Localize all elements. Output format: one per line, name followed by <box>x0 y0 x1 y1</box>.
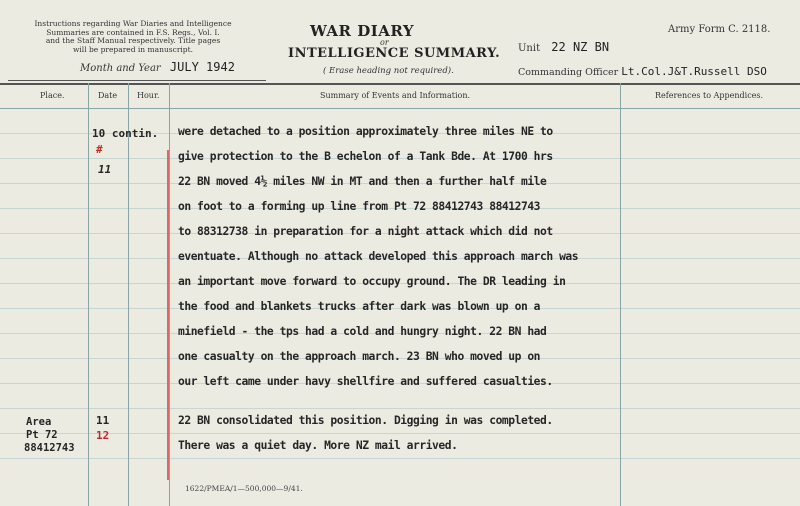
month-year-field <box>80 60 235 74</box>
summary-line: to 88312738 in preparation for a night attack which did not <box>178 225 553 238</box>
page-title: WAR DIARY <box>310 22 415 40</box>
red-margin-line <box>167 150 169 480</box>
column-divider <box>128 83 129 506</box>
instructions-line: will be prepared in manuscript. <box>72 44 194 54</box>
instructions-line: and the Staff Manual respectively. Title pages <box>45 36 221 45</box>
column-header-summary: Summary of Events and Information. <box>320 91 471 100</box>
column-header-references: References to Appendices. <box>655 91 764 100</box>
summary-line: the food and blankets trucks after dark was blown up on a <box>178 300 541 313</box>
entry-date: 11 <box>96 414 110 427</box>
header-divider <box>8 80 266 81</box>
instructions-line: Instructions regarding War Diaries and Intelligence <box>34 19 232 28</box>
place-line: Area <box>26 416 52 428</box>
ruled-line <box>0 458 800 459</box>
summary-line: an important move forward to occupy ground. The DR leading in <box>178 275 566 288</box>
ruled-line <box>0 408 800 409</box>
instructions-note <box>8 20 258 54</box>
summary-line: our left came under havy shellfire and suffered casualties. <box>178 375 553 388</box>
summary-line: eventuate. Although no attack developed this approach march was <box>178 250 579 263</box>
month-year-value: JULY 1942 <box>169 60 235 74</box>
summary-line: minefield - the tps had a cold and hungry night. 22 BN had <box>178 325 547 338</box>
place-line: 88412743 <box>24 442 75 454</box>
column-header-place: Place. <box>40 91 65 100</box>
ruled-line <box>0 433 800 434</box>
column-divider <box>88 83 89 506</box>
instructions-line: Summaries are contained in F.S. Regs., Vol. I. <box>46 27 220 37</box>
month-year-label: Month and Year <box>80 63 161 74</box>
erase-note: ( Erase heading not required). <box>323 66 454 76</box>
title-or: or <box>380 38 389 47</box>
entry-date: 10 contin. <box>92 127 159 140</box>
army-form-label: Army Form C. 2118. <box>668 24 771 35</box>
commanding-officer-value: Lt.Col.J&T.Russell DSO <box>621 65 767 78</box>
unit-field <box>518 40 609 54</box>
column-divider <box>620 83 621 506</box>
commanding-officer-label: Commanding Officer <box>518 67 619 78</box>
summary-line: 22 BN moved 4½ miles NW in MT and then a further half mile <box>178 175 547 188</box>
entry-date-mark: 11 <box>98 163 112 176</box>
summary-line: 22 BN consolidated this position. Digging in was completed. <box>178 414 553 427</box>
summary-line: give protection to the B echelon of a Tank Bde. At 1700 hrs <box>178 150 553 163</box>
column-header-hour: Hour. <box>137 91 160 100</box>
table-top-rule <box>0 83 800 85</box>
summary-line: on foot to a forming up line from Pt 72 88412743 88412743 <box>178 200 541 213</box>
summary-line: were detached to a position approximately three miles NE to <box>178 125 553 138</box>
entry-date-mark: # <box>96 143 103 156</box>
page-subtitle: INTELLIGENCE SUMMARY. <box>288 46 501 61</box>
column-header-date: Date <box>98 91 118 100</box>
entry-date: 12 <box>96 429 110 442</box>
column-divider <box>169 83 170 506</box>
commanding-officer-field <box>518 65 767 78</box>
summary-line: There was a quiet day. More NZ mail arrived. <box>178 439 458 452</box>
form-print-code: 1622/PMEA/1—500,000—9/41. <box>185 484 303 493</box>
summary-line: one casualty on the approach march. 23 BN who moved up on <box>178 350 541 363</box>
column-header-rule <box>0 108 800 109</box>
unit-value: 22 NZ BN <box>551 40 610 54</box>
unit-label: Unit <box>518 43 541 54</box>
place-line: Pt 72 <box>26 429 58 441</box>
